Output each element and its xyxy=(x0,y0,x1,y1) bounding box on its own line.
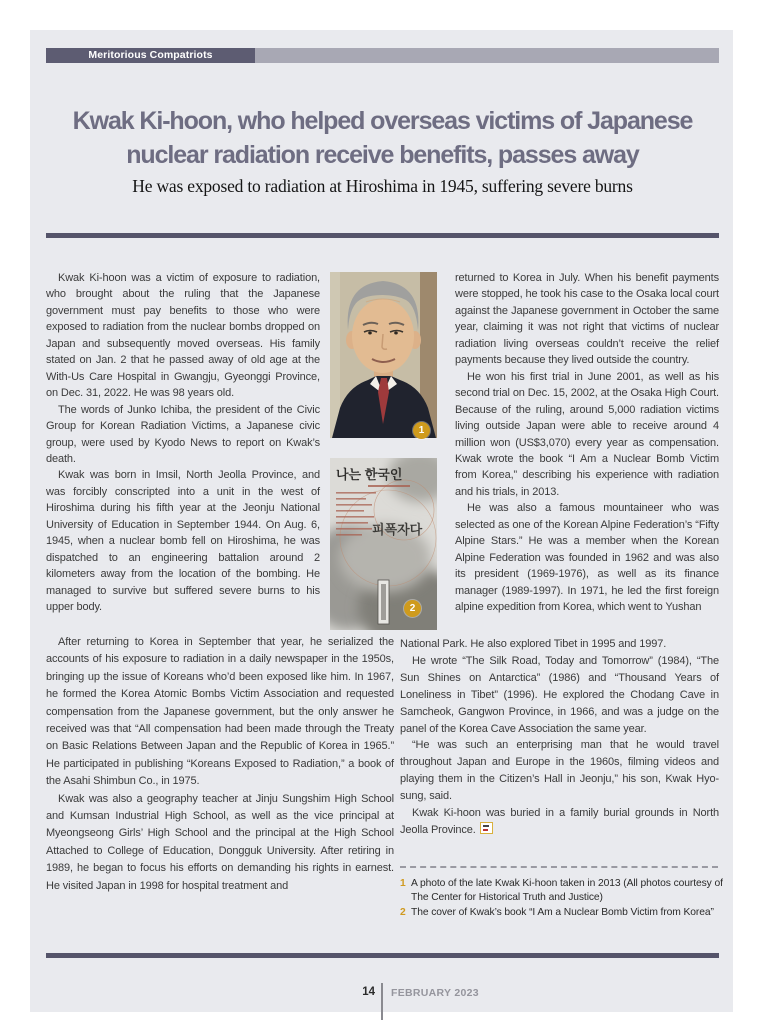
paragraph: He wrote “The Silk Road, Today and Tomorrow” (1984), “The Sun Shines on Antarctica” (1986) and “Thousand Years of Loneliness in Tibet” (1996). He explored the Chodang Cave in Samcheok, Gangwon Province, in 1966, and was a judge on the panel of the Korea Cave Association the same year. xyxy=(400,654,719,735)
book-title-bottom: 피폭자다 xyxy=(372,522,423,537)
article-column-3 xyxy=(455,270,719,616)
article-bottom-left xyxy=(46,634,394,895)
paragraph: National Park. He also explored Tibet in 1995 and 1997. xyxy=(400,638,667,650)
footer-issue: FEBRUARY 2023 xyxy=(391,987,479,999)
article-column-1 xyxy=(46,270,320,616)
footnote-item xyxy=(400,877,724,904)
article-end-mark-icon xyxy=(480,822,493,834)
footnote-text: The cover of Kwak’s book “I Am a Nuclear Bomb Victim from Korea” xyxy=(411,907,714,919)
paragraph xyxy=(400,805,719,839)
footnote-number: 2 xyxy=(400,907,406,919)
page-title-line-1: Kwak Ki-hoon, who helped overseas victims of Japanese xyxy=(72,107,693,135)
article-bottom-right xyxy=(400,636,719,839)
page-title-line-2: nuclear radiation receive benefits, passes away xyxy=(126,141,639,169)
portrait-illustration xyxy=(330,272,437,438)
footer-page-number: 14 xyxy=(362,986,375,998)
paragraph: After returning to Korea in September that year, he serialized the accounts of his exposure to radiation in a daily newspaper in the 1950s, bringing up the issue of Koreans who’d been exposed like him. In 1967, he formed the Korea Atomic Bombs Victim Association and requested compensation from the Japanese government, but the only answer he received was that “All compensation had been made through the Treaty on Basic Relations Between Japan and the Republic of Korea in 1965.” He participated in publishing “Koreans Exposed to Radiation,” a book of the Asahi Shimbun Co., in 1975. xyxy=(46,636,394,788)
header-divider xyxy=(46,233,719,238)
paragraph: Kwak was born in Imsil, North Jeolla Province, and was forcibly conscripted into a unit in the west of Hiroshima during his fifth year at the Jeonju National University of Education in September 1944. On Aug. 6, 1945, when a nuclear bomb fell on Hiroshima, he was dispatched to an engineering battalion around 2 kilometers away from the location of the bombing. He managed to survive but suffered severe burns to his upper body. xyxy=(46,469,320,614)
paragraph: The words of Junko Ichiba, the president of the Civic Group for Korean Radiation Victims, a Japanese civic group, were used by Kyodo News to report on Kwak’s death. xyxy=(46,403,320,465)
paragraph-text: Kwak Ki-hoon was buried in a family burial grounds in North Jeolla Province. xyxy=(400,807,719,836)
paragraph: He won his first trial in June 2001, as well as his second trial on Dec. 15, 2002, at the Osaka High Court. Because of the ruling, around 5,000 radiation victims living outside Japan were able to receive around 4 million won (US$3,070) every year as compensation. Kwak wrote the book “I Am a Nuclear Bomb Victim from Korea,” describing his experience with radiation and his trials, in 2013. xyxy=(455,370,719,498)
section-label: Meritorious Compatriots xyxy=(46,48,255,63)
book-title-top: 나는 한국인 xyxy=(336,467,403,482)
page-title xyxy=(46,104,719,172)
paragraph: “He was such an enterprising man that he would travel throughout Japan and Europe in the 1960s, filming videos and playing them in the Citizen’s Hall in Jeonju,” his son, Kwak Hyo-sung, said. xyxy=(400,739,719,803)
footnote-divider xyxy=(400,866,718,868)
footer-divider-line xyxy=(381,983,383,1020)
paragraph: Kwak Ki-hoon was a victim of exposure to radiation, who brought about the ruling that the Japanese government must pay benefits to those who were exposed to radiation from the nuclear bombs dropped on Japan and subsequently moved overseas. His family stated on Jan. 2 that he passed away of old age at the With-Us Care Hospital in Gwangju, Gyeonggi Province, on Dec. 31, 2022. He was 98 years old. xyxy=(46,272,320,400)
footer-bar xyxy=(46,953,719,958)
paragraph: returned to Korea in July. When his benefit payments were stopped, he took his case to the Osaka local court against the Japanese government in October the same year, claiming it was not right that victims of nuclear radiation living overseas couldn’t receive the relief payments because they lived outside the country. xyxy=(455,272,719,367)
photo-badge-2: 2 xyxy=(404,600,421,617)
footnote-list xyxy=(400,877,724,922)
book-cover-illustration xyxy=(330,458,437,630)
page-subtitle: He was exposed to radiation at Hiroshima in 1945, suffering severe burns xyxy=(132,176,633,196)
photo-badge-1: 1 xyxy=(413,422,430,439)
paragraph: He was also a famous mountaineer who was selected as one of the Korean Alpine Federation’s “Fifty Alpine Stars.” He was a member when the Korean Alpine Federation was founded in 1962 and was also its president (1969-1976), as well as its finance manager (1989-1997). In 1971, he led the first foreign alpine expedition from Korea, which went to Yushan xyxy=(455,502,719,614)
portrait-photo xyxy=(330,272,437,438)
paragraph: Kwak was also a geography teacher at Jinju Sungshim High School and Kumsan Industrial High School, as well as the vice principal at Myeongseong Girls’ High School and the principal at the High School Attached to College of Education, Dongguk University. After retiring in 1989, he began to focus his efforts on demanding his rights in earnest. He visited Japan in 1998 for hospital treatment and xyxy=(46,792,394,892)
section-label-bar xyxy=(46,48,719,63)
footnote-item xyxy=(400,906,724,920)
footnote-number: 1 xyxy=(400,878,406,889)
footnote-text: A photo of the late Kwak Ki-hoon taken in 2013 (All photos courtesy of The Center for Historical Truth and Justice) xyxy=(411,878,723,903)
book-cover-image xyxy=(330,458,437,630)
